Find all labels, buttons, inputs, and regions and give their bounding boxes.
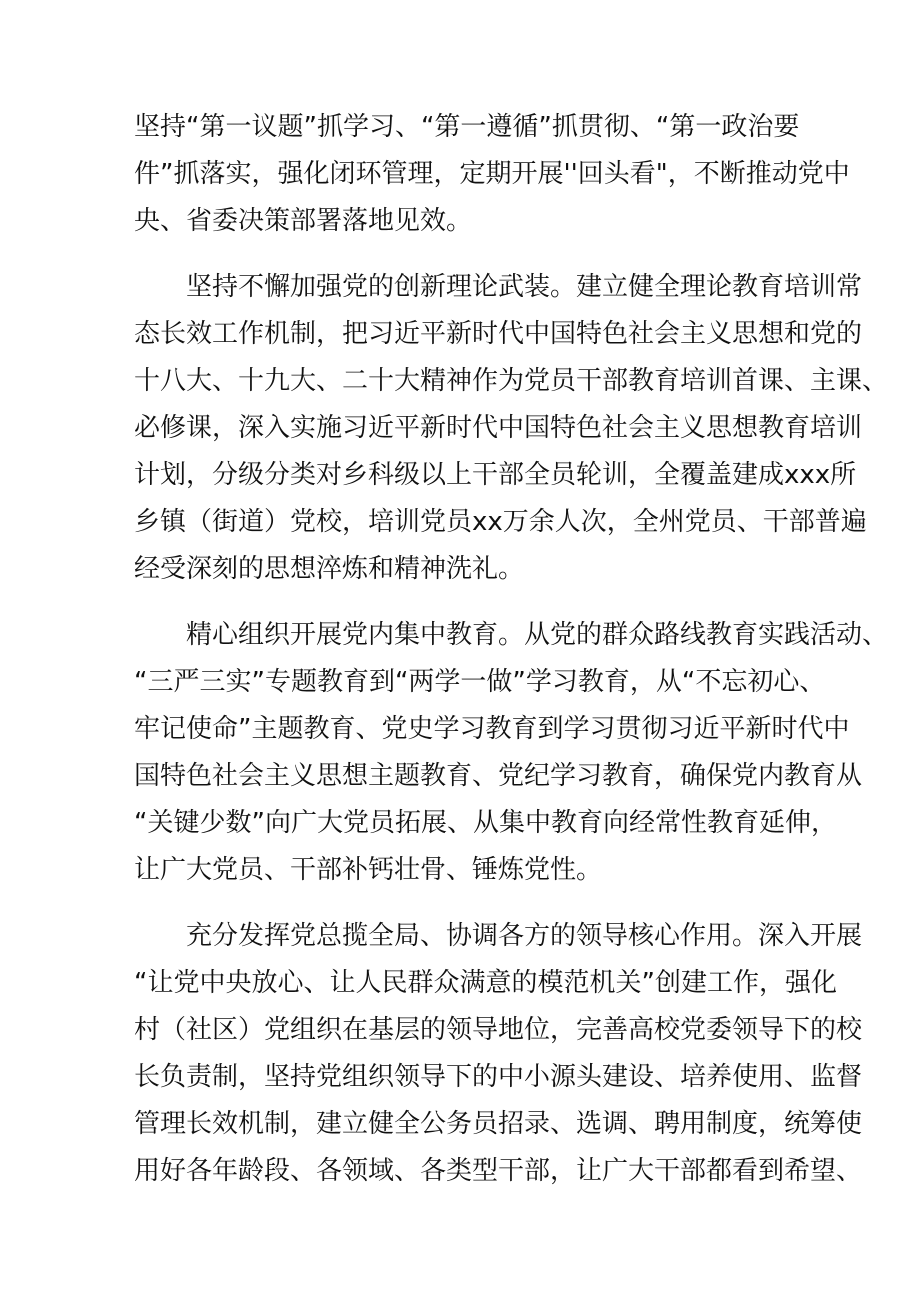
text-line: 必修课，深入实施习近平新时代中国特色社会主义思想教育培训 bbox=[134, 413, 863, 443]
text-line: 牢记使命”主题教育、党史学习教育到学习贯彻习近平新时代中 bbox=[134, 714, 850, 744]
document-body bbox=[134, 97, 889, 1214]
text-line: 管理长效机制，建立健全公务员招录、选调、聘用制度，统筹使 bbox=[134, 1109, 863, 1139]
text-line: 坚持“第一议题”抓学习、“第一遵循”抓贯彻、“第一政治要 bbox=[134, 112, 800, 142]
paragraph-2 bbox=[134, 264, 889, 593]
text-line: 坚持不懈加强党的创新理论武装。建立健全理论教育培训常 bbox=[186, 272, 863, 302]
text-line: 精心组织开展党内集中教育。从党的群众路线教育实践活动、 bbox=[186, 620, 889, 650]
text-line: 长负责制，坚持党组织领导下的中小源头建设、培养使用、监督 bbox=[134, 1062, 863, 1092]
text-line: 央、省委决策部署落地见效。 bbox=[134, 206, 473, 236]
text-line: 充分发挥党总揽全局、协调各方的领导核心作用。深入开展 bbox=[186, 921, 863, 951]
text-line: 态长效工作机制，把习近平新时代中国特色社会主义思想和党的 bbox=[134, 319, 863, 349]
paragraph-4 bbox=[134, 913, 863, 1195]
paragraph-3 bbox=[134, 612, 889, 894]
paragraph-1 bbox=[134, 104, 850, 245]
text-line: 用好各年龄段、各领域、各类型干部，让广大干部都看到希望、 bbox=[134, 1156, 863, 1186]
text-line: “让党中央放心、让人民群众满意的模范机关”创建工作，强化 bbox=[134, 968, 837, 998]
text-line: “关键少数”向广大党员拓展、从集中教育向经常性教育延伸， bbox=[134, 808, 837, 838]
text-line: 让广大党员、干部补钙壮骨、锤炼党性。 bbox=[134, 855, 603, 885]
text-line: 国特色社会主义思想主题教育、党纪学习教育，确保党内教育从 bbox=[134, 761, 863, 791]
text-line: 村（社区）党组织在基层的领导地位，完善高校党委领导下的校 bbox=[134, 1015, 863, 1045]
text-line: 计划，分级分类对乡科级以上干部全员轮训，全覆盖建成xxx所 bbox=[134, 460, 857, 490]
text-line: “三严三实”专题教育到“两学一做”学习教育，从“不忘初心、 bbox=[134, 667, 826, 697]
text-line: 十八大、十九大、二十大精神作为党员干部教育培训首课、主课、 bbox=[134, 366, 889, 396]
text-line: 经受深刻的思想淬炼和精神洗礼。 bbox=[134, 554, 525, 584]
text-line: 件”抓落实，强化闭环管理，定期开展''回头看"，不断推动党中 bbox=[134, 159, 850, 189]
text-line: 乡镇（街道）党校，培训党员xx万余人次，全州党员、干部普遍 bbox=[134, 507, 867, 537]
